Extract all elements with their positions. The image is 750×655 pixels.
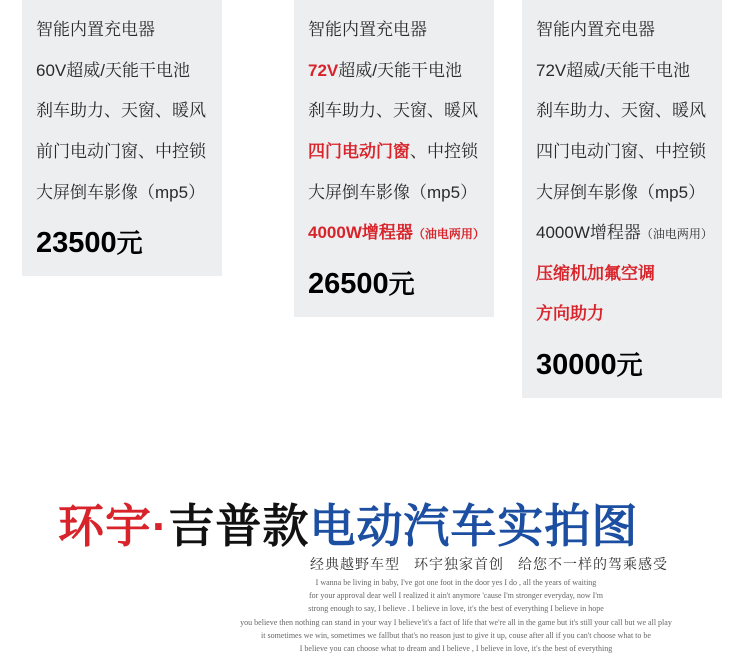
banner-lyrics xyxy=(196,576,716,655)
lyrics-line: I believe you can choose what to dream and I believe , I believe in love, it's the best of everything xyxy=(299,643,613,653)
price-value xyxy=(306,254,482,303)
spec-line: 前门电动门窗、中控锁 xyxy=(36,141,206,161)
spec-line: 大屏倒车影像（mp5） xyxy=(308,182,478,202)
spec-line: 刹车助力、天窗、暖风 xyxy=(36,101,206,121)
lyrics-line: strong enough to say, I believe . I believe in love, it's the best of everything I believe in hope xyxy=(308,604,604,614)
spec-line: 72V超威/天能干电池 xyxy=(536,60,690,80)
banner-subtitle-2: 环宇独家首创 xyxy=(414,556,504,572)
banner-title xyxy=(58,490,638,556)
spec-column-72v xyxy=(294,0,494,317)
lyrics-line: you believe then nothing can stand in your way I believe'it's a fact of life that we're all in the game but it's still your call but we all play xyxy=(240,617,672,627)
spec-line: 刹车助力、天窗、暖风 xyxy=(308,101,478,121)
price-unit: 元 xyxy=(388,268,415,299)
spec-column-72v-premium xyxy=(522,0,722,398)
promo-banner xyxy=(0,472,750,653)
price-number: 26500 xyxy=(308,267,389,300)
spec-line: 大屏倒车影像（mp5） xyxy=(36,182,206,202)
price-value xyxy=(534,335,710,384)
banner-subtitle-3: 给您不一样的驾乘感受 xyxy=(518,556,668,572)
range-extender-note: （油电两用） xyxy=(640,227,713,242)
price-unit: 元 xyxy=(616,350,643,381)
spec-line: 智能内置充电器 xyxy=(308,20,427,39)
highlight-text: 72V xyxy=(308,60,339,80)
price-number: 23500 xyxy=(36,227,117,260)
spec-line: 大屏倒车影像（mp5） xyxy=(536,182,706,202)
price-number: 30000 xyxy=(536,349,617,382)
spec-line: 智能内置充电器 xyxy=(36,20,155,39)
spec-line-doors xyxy=(306,132,482,173)
spec-line: 智能内置充电器 xyxy=(536,20,655,39)
lyrics-line: I wanna be living in baby, I've got one foot in the door yes I do , all the years of waiting xyxy=(315,578,597,587)
banner-subtitle xyxy=(310,554,682,574)
banner-subtitle-1: 经典越野车型 xyxy=(310,556,400,572)
spec-line-ac: 压缩机加氟空调 xyxy=(536,263,655,283)
banner-title-part3: 电动汽车实拍图 xyxy=(309,500,639,552)
spec-line-rest: 超威/天能干电池 xyxy=(338,60,462,80)
lyrics-line: it sometimes we win, sometimes we fallbut that's no reason just to give it up, couse after all if you can't choose what to be xyxy=(261,630,651,640)
spec-line-range-extender xyxy=(534,213,713,254)
price-value xyxy=(34,213,210,262)
spec-line-range-extender xyxy=(306,213,485,254)
spec-column-60v xyxy=(22,0,222,276)
banner-title-part2: 吉普款 xyxy=(168,500,310,552)
spec-line-rest: 、中控锁 xyxy=(410,141,478,161)
spec-line: 四门电动门窗、中控锁 xyxy=(536,141,706,161)
range-extender-main: 4000W增程器 xyxy=(308,223,413,243)
spec-line: 刹车助力、天窗、暖风 xyxy=(536,101,706,121)
spec-line: 60V超威/天能干电池 xyxy=(36,60,190,80)
spec-line-power-steering: 方向助力 xyxy=(536,304,604,324)
highlight-text: 四门电动门窗 xyxy=(308,141,410,161)
spec-line-battery xyxy=(306,51,482,92)
banner-title-part1: 环宇· xyxy=(58,500,169,552)
lyrics-line: for your approval dear well I realized it ain't anymore 'cause I'm stronger everyday, now I'm xyxy=(308,591,604,601)
range-extender-note: （油电两用） xyxy=(412,227,485,242)
price-unit: 元 xyxy=(116,228,143,259)
range-extender-main: 4000W增程器 xyxy=(536,223,641,243)
